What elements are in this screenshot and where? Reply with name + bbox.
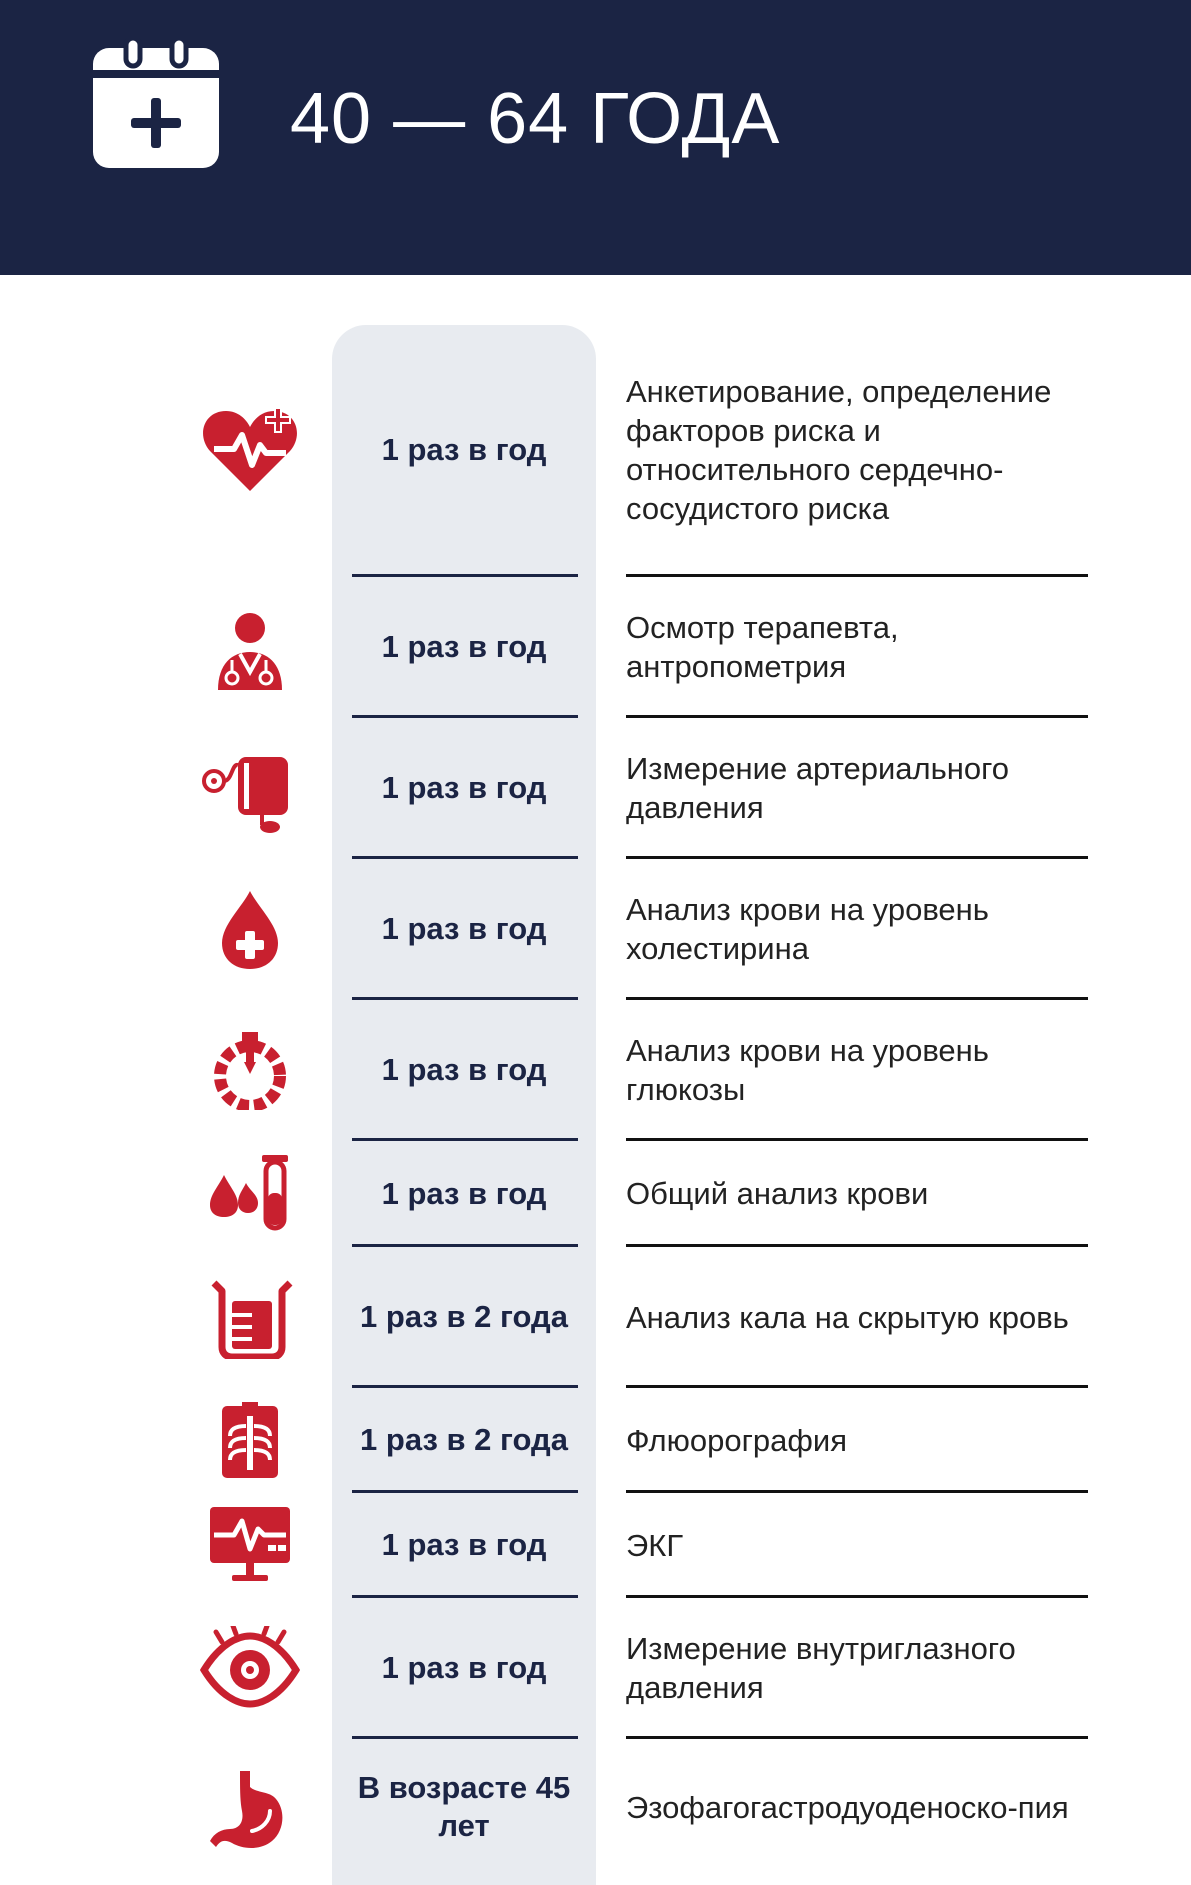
list-item (0, 859, 1191, 999)
blood-pressure-icon (200, 753, 300, 833)
glucose-meter-icon (200, 1030, 300, 1110)
stomach-icon (200, 1769, 300, 1853)
frequency-label: 1 раз в 2 года (360, 1422, 568, 1457)
lab-beaker-icon (200, 1279, 300, 1359)
list-item (0, 1000, 1191, 1140)
frequency-label: В возрасте 45 лет (357, 1770, 571, 1843)
doctor-icon (200, 612, 300, 692)
frequency-label: 1 раз в год (381, 770, 547, 805)
list-item (0, 1247, 1191, 1387)
page-title: 40 — 64 ГОДА (290, 79, 781, 159)
list-item (0, 1739, 1191, 1875)
ecg-monitor-icon (200, 1505, 300, 1583)
list-item (0, 577, 1191, 717)
list-item (0, 1598, 1191, 1738)
description-label: Общий анализ крови (626, 1176, 929, 1211)
list-item (0, 325, 1191, 575)
frequency-label: 1 раз в год (381, 1175, 547, 1211)
description-label: Измерение артериального давления (626, 751, 1009, 825)
description-label: Эзофагогастродуоденоско-пия (626, 1789, 1069, 1825)
frequency-label: 1 раз в год (381, 1527, 547, 1562)
list-item (0, 1388, 1191, 1492)
frequency-label: 1 раз в год (381, 911, 547, 946)
description-label: Анкетирование, определение факторов риска и относительного сердечно-сосудистого риска (626, 374, 1052, 526)
description-label: Осмотр терапевта, антропометрия (626, 610, 899, 684)
list-item (0, 718, 1191, 858)
description-label: Анализ кала на скрытую кровь (626, 1299, 1069, 1335)
list-item (0, 1141, 1191, 1246)
frequency-label: 1 раз в 2 года (360, 1299, 568, 1334)
calendar-plus-icon (93, 38, 219, 168)
header (0, 0, 1191, 275)
frequency-label: 1 раз в год (381, 432, 547, 467)
description-label: Анализ крови на уровень холестирина (626, 892, 989, 966)
heart-pulse-icon (200, 405, 300, 495)
description-label: Анализ крови на уровень глюкозы (626, 1033, 989, 1107)
description-label: ЭКГ (626, 1527, 684, 1563)
eye-icon (200, 1626, 300, 1710)
xray-chest-icon (200, 1402, 300, 1480)
blood-drop-plus-icon (200, 889, 300, 971)
frequency-label: 1 раз в год (381, 1650, 547, 1685)
description-label: Флюорография (626, 1422, 847, 1458)
blood-test-tube-icon (200, 1153, 300, 1233)
frequency-label: 1 раз в год (381, 1052, 547, 1087)
frequency-label: 1 раз в год (381, 629, 547, 664)
list-item (0, 1493, 1191, 1597)
description-label: Измерение внутриглазного давления (626, 1631, 1016, 1705)
